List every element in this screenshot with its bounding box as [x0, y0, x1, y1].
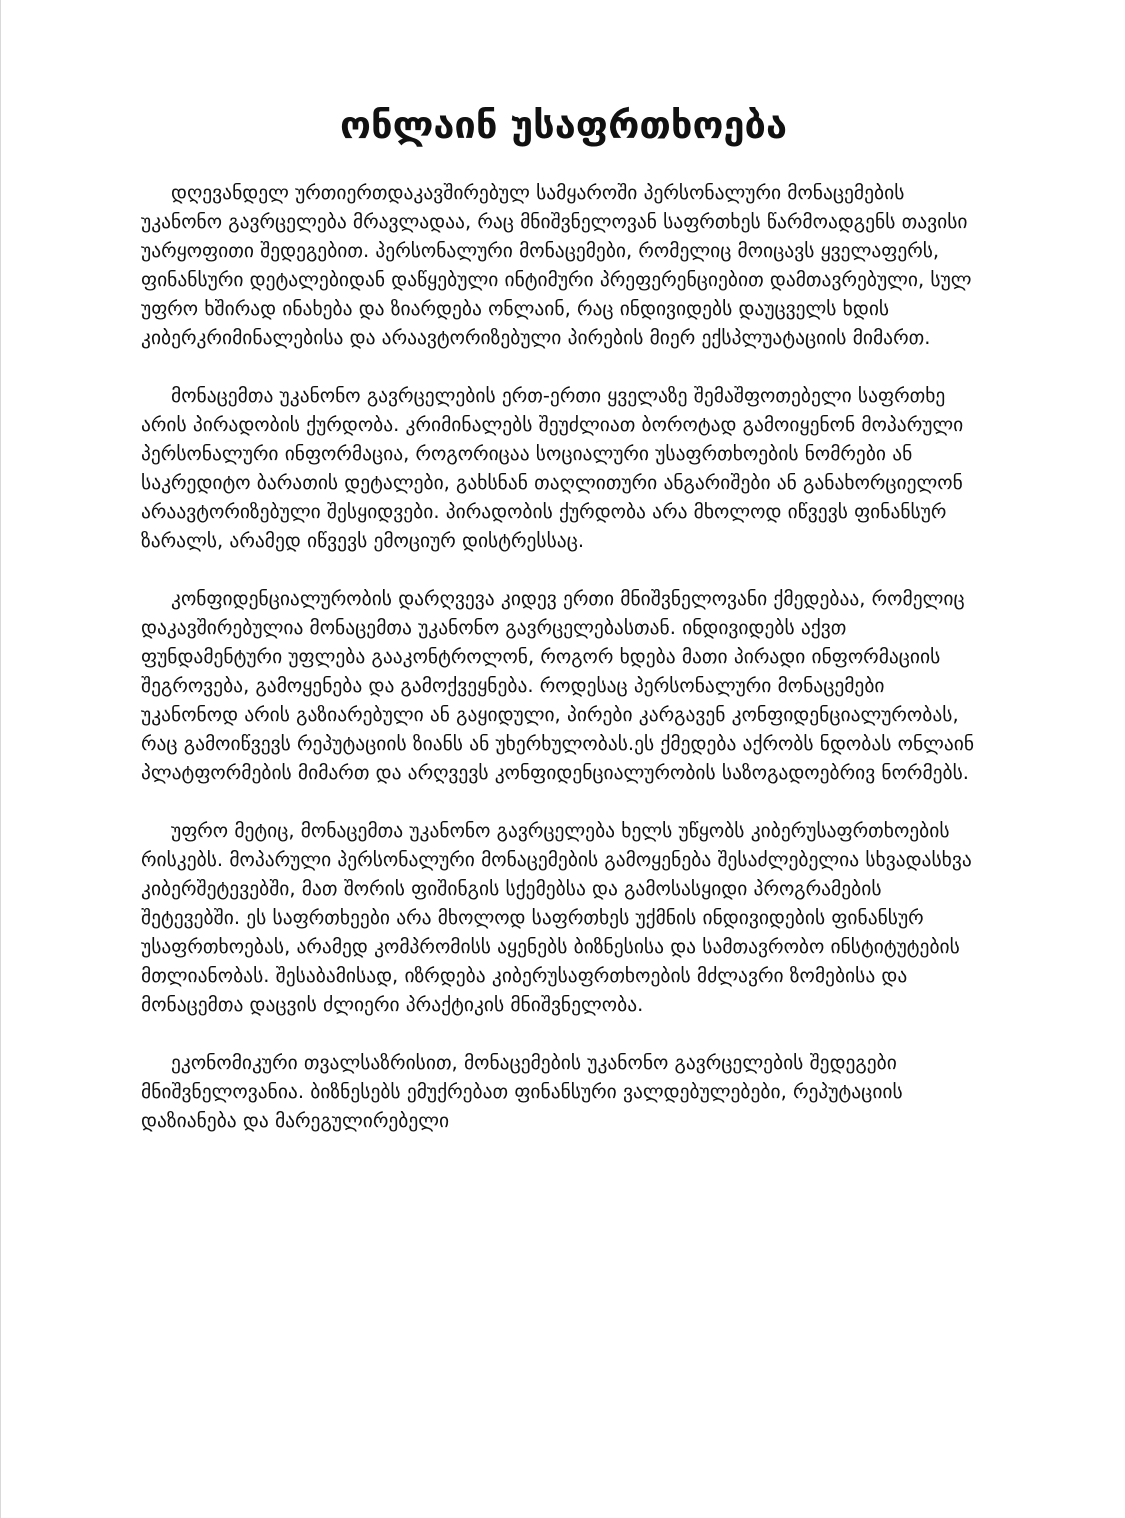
paragraph-3: კონფიდენციალურობის დარღვევა კიდევ ერთი მნიშვნელოვანი ქმედებაა, რომელიც დაკავშირებულია მონაცემთა უკანონო გავრცელებასთან. ინდივიდებს აქვთ ფუნდამენტური უფლება გააკონტროლონ, როგორ ხდება მათი პირადი ინფორმაციის შეგროვება, გამოყენება და გამოქვეყნება. როდესაც პერსონალური მონაცემები უკანონოდ არის გაზიარებული ან გაყიდული, პირები კარგავენ კონფიდენციალურობას, რაც გამოიწვევს რეპუტაციის ზიანს ან უხერხულობას.ეს ქმედება აქრობს ნდობას ონლაინ პლატფორმების მიმართ და არღვევს კონფიდენციალურობის საზოგადოებრივ ნორმებს.: [141, 587, 975, 784]
paragraph-5: ეკონომიკური თვალსაზრისით, მონაცემების უკანონო გავრცელების შედეგები მნიშვნელოვანია. ბიზნესებს ემუქრებათ ფინანსური ვალდებულებები, რეპუტაციის დაზიანება და მარეგულირებელი: [141, 1051, 903, 1132]
paragraph-2: მონაცემთა უკანონო გავრცელების ერთ-ერთი ყველაზე შემაშფოთებელი საფრთხე არის პირადობის ქურდობა. კრიმინალებს შეუძლიათ ბოროტად გამოიყენონ მოპარული პერსონალური ინფორმაცია, როგორიცაა სოციალური უსაფრთხოების ნომრები ან საკრედიტო ბარათის დეტალები, გახსნან თაღლითური ანგარიშები ან განახორციელონ არაავტორიზებული შესყიდვები. პირადობის ქურდობა არა მხოლოდ იწვევს ფინანსურ ზარალს, არამედ იწვევს ემოციურ დისტრესსაც.: [141, 384, 964, 552]
document-body: [141, 178, 984, 1135]
document-title: ონლაინ უსაფრთხოება: [340, 103, 787, 147]
paragraph-4: უფრო მეტიც, მონაცემთა უკანონო გავრცელება ხელს უწყობს კიბერუსაფრთხოების რისკებს. მოპარული პერსონალური მონაცემების გამოყენება შესაძლებელია სხვადასხვა კიბერშეტევებში, მათ შორის ფიშინგის სქემებსა და გამოსასყიდი პროგრამების შეტევებში. ეს საფრთხეები არა მხოლოდ საფრთხეს უქმნის ინდივიდების ფინანსურ უსაფრთხოებას, არამედ კომპრომისს აყენებს ბიზნესისა და სამთავრობო ინსტიტუტების მთლიანობას. შესაბამისად, იზრდება კიბერუსაფრთხოების მძლავრი ზომებისა და მონაცემთა დაცვის ძლიერი პრაქტიკის მნიშვნელობა.: [141, 819, 972, 1016]
paragraph-1: დღევანდელ ურთიერთდაკავშირებულ სამყაროში პერსონალური მონაცემების უკანონო გავრცელება მრავლადაა, რაც მნიშვნელოვან საფრთხეს წარმოადგენს თავისი უარყოფითი შედეგებით. პერსონალური მონაცემები, რომელიც მოიცავს ყველაფერს, ფინანსური დეტალებიდან დაწყებული ინტიმური პრეფერენციებით დამთავრებული, სულ უფრო ხშირად ინახება და ზიარდება ონლაინ, რაც ინდივიდებს დაუცველს ხდის კიბერკრიმინალებისა და არაავტორიზებული პირების მიერ ექსპლუატაციის მიმართ.: [141, 181, 972, 349]
